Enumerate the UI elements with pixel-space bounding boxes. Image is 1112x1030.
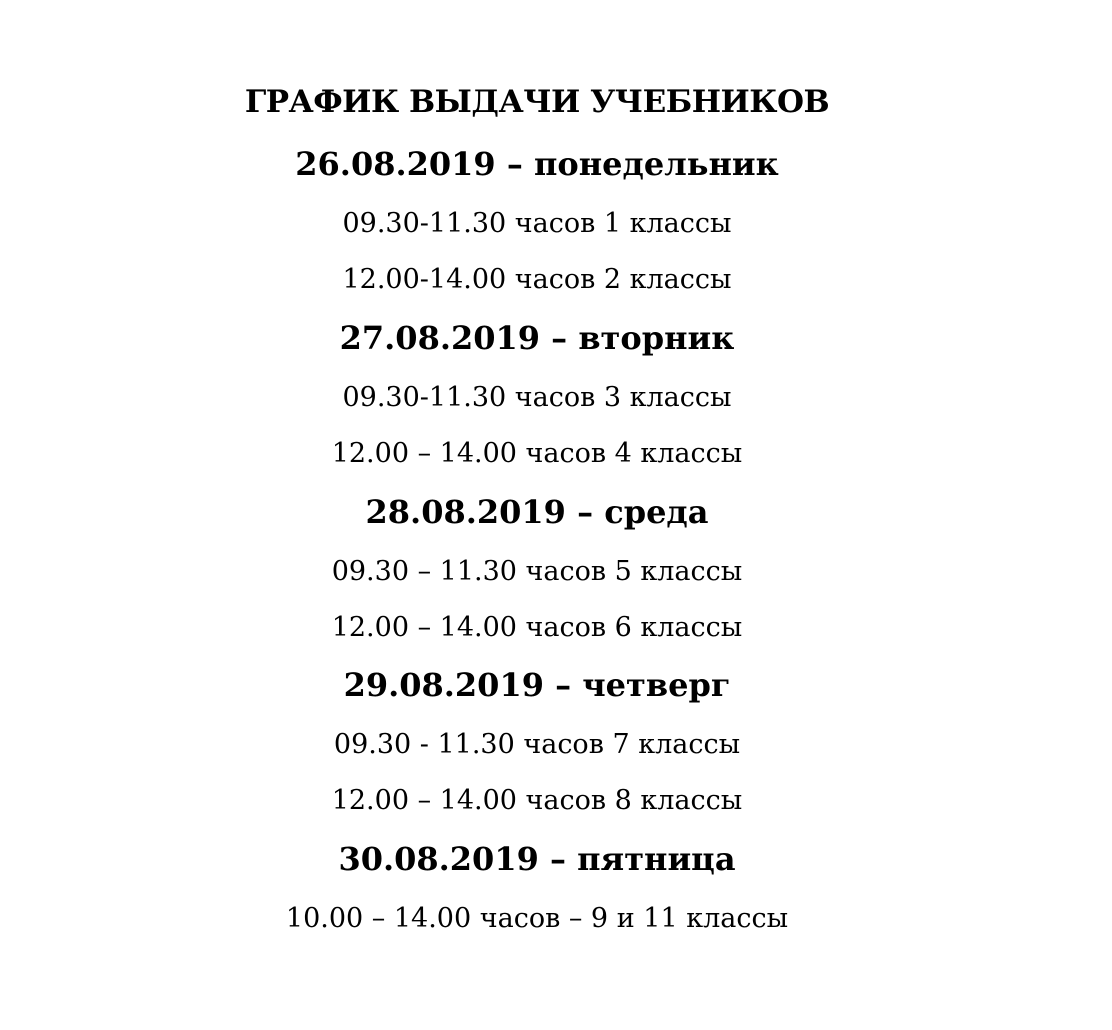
day-heading-tuesday: 27.08.2019 – вторник [339, 319, 735, 357]
time-slot: 12.00 – 14.00 часов 6 классы [331, 612, 743, 643]
day-heading-monday: 26.08.2019 – понедельник [295, 145, 779, 183]
time-slot: 12.00 – 14.00 часов 4 классы [331, 438, 743, 469]
time-slot: 12.00 – 14.00 часов 8 классы [331, 785, 743, 816]
day-heading-friday: 30.08.2019 – пятница [338, 840, 736, 878]
time-slot: 09.30-11.30 часов 1 классы [342, 208, 732, 239]
time-slot: 09.30 - 11.30 часов 7 классы [333, 729, 741, 760]
time-slot: 10.00 – 14.00 часов – 9 и 11 классы [285, 903, 789, 934]
time-slot: 09.30-11.30 часов 3 классы [342, 382, 732, 413]
day-heading-wednesday: 28.08.2019 – среда [365, 493, 709, 531]
day-heading-thursday: 29.08.2019 – четверг [343, 666, 731, 704]
time-slot: 09.30 – 11.30 часов 5 классы [331, 556, 743, 587]
document-title: ГРАФИК ВЫДАЧИ УЧЕБНИКОВ [244, 84, 830, 120]
time-slot: 12.00-14.00 часов 2 классы [342, 264, 732, 295]
